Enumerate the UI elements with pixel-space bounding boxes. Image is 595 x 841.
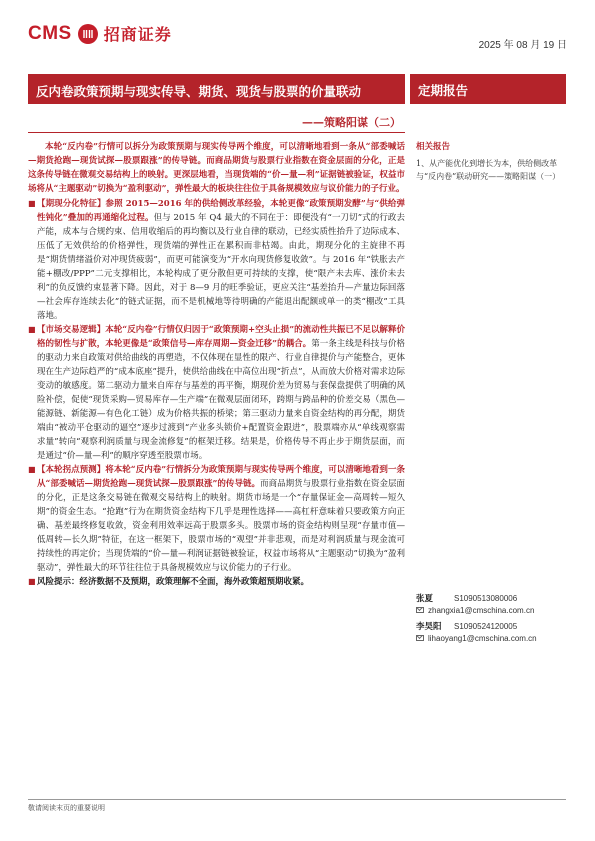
related-report-link[interactable]: 1、从产能优化到增长为本，供给侧改革与“反内卷”联动研究——策略阳谋（一） (416, 159, 561, 181)
bullet-lead: 【期现分化特征】参照 2015—2016 年的供给侧改革经验，本轮更像“政策预期发酵”与“供给弹性钝化”叠加的再通缩化过程。 (37, 199, 405, 223)
report-body (28, 140, 405, 745)
analyst-card (416, 620, 566, 644)
summary-paragraph: 本轮“反内卷”行情可以拆分为政策预期与现实传导两个维度，可以清晰地看到一条从“部委喊话—期货抢跑—现货试探—股票跟涨”的传导链。而商品期货与股票行业指数在资金层面的分化，正是这条传导链在微观交易结构上的映射。更深层地看，当现货端的“价—量—利”证据链被验证，权益市场将从“主题驱动”切换为“盈利驱动”，弹性最大的板块往往位于具备规模效应与议价能力的子行业。 (28, 142, 405, 194)
report-title: 反内卷政策预期与现实传导、期货、现货与股票的价量联动 (36, 84, 362, 99)
bullet-item (28, 463, 405, 575)
bullet-lead: 【市场交易逻辑】本轮“反内卷”行情仅归因于“政策预期+空头止损”的流动性共振已不足以解释价格的韧性与扩散，本轮更像是“政策信号—库存周期—资金迁移”的耦合。 (37, 325, 405, 349)
bullet-square-icon: ■ (28, 465, 36, 474)
bullet-square-icon: ■ (28, 199, 36, 208)
analyst-name: 李昊阳 (416, 622, 442, 632)
bullet-body: 第一条主线是科技与价格的驱动力来自政策对供给曲线的再塑造，不仅体现在显性的限产、行业自律提价与产能整合，更体现在生产边际趋严的“成本底座”提升，使供给曲线在中高位出现“折点”，从而放大价格对需求边际变动的敏感度。第二驱动力量来自库存与基差的再平衡，期现价差为贸易与套保盘提供了明确的风险补偿，促使“现货采购—贸易库存—生产端”在微观层面闭环，跨期与跨品种的价差交易（黑色—能源链、新能源—有色化工链）成为价格共振的桥梁；第三驱动力量来自资金结构的再分配，期货端由“被动平仓驱动的逼空”逐步过渡到“产业多头锁价+配置资金跟进”，股票端亦从“单线观察需求量”转向“观察利润质量与现金流修复”的框架迁移。结果是，价格传导不再止步于期货层面，而是通过“价—量—利”的顺序穿透至股票市场。 (37, 339, 405, 461)
bullet-item (28, 197, 405, 323)
related-reports-heading: 相关报告 (416, 142, 451, 152)
footer-disclaimer: 敬请阅读末页的重要说明 (28, 804, 105, 812)
bullet-square-icon: ■ (28, 325, 36, 334)
bullet-text (37, 197, 405, 323)
analyst-card (416, 592, 566, 616)
logo-chinese: 招商证券 (103, 25, 172, 44)
main-title-bar (28, 74, 405, 104)
report-date: 2025 年 08 月 19 日 (478, 40, 567, 51)
email-icon (416, 635, 424, 641)
report-type-label: 定期报告 (418, 83, 469, 98)
risk-text: 风险提示：经济数据不及预期，政策理解不全面，海外政策超预期收紧。 (37, 577, 310, 587)
analyst-license-id: S1090513080006 (454, 593, 518, 603)
logo-emblem-icon (78, 24, 98, 44)
bullet-text (37, 323, 405, 463)
footer-divider (28, 799, 566, 800)
bullet-item (28, 323, 405, 463)
bullet-square-icon: ■ (28, 577, 36, 586)
bullet-text (37, 463, 405, 575)
analyst-name: 张夏 (416, 594, 434, 604)
bullet-lead: 【本轮拐点预测】将本轮“反内卷”行情拆分为政策预期与现实传导两个维度，可以清晰地看到一条从“部委喊话—期货抢跑—现货试探—股票跟涨”的传导链。 (37, 465, 405, 489)
related-reports (416, 140, 566, 183)
logo-latin: CMS (28, 22, 72, 44)
report-subtitle: ——策略阳谋（二） (302, 116, 401, 129)
subtitle-divider (28, 132, 405, 133)
risk-warning (28, 575, 405, 589)
analyst-list (416, 592, 566, 648)
bullet-body: 但与 2015 年 Q4 最大的不同在于：即便没有“一刀切”式的行政去产能，成本与合规约束、信用收缩后的再均衡以及行业自律的联动，已经实质性抬升了边际成本、压低了无效供给的价格弹性，现货端的弹性正在累积而非枯竭。由此，期现分化的主旋律不再是“期货情绪溢价对冲现货疲弱”，而更可能演变为“开水向现货修复收敛”。与 2016 年“铁胀去产能+棚改/PPP”二元支撑相比，本轮构成了更分散但更可持续的支撑，使“限产未去库、涨价未去利”的负反馈约束显著下降。因此，对于 8—9 月的旺季验证，更应关注“基差抬升—产量边际回落—社会库存连续去化”的链式证据，而不是机械地等待明确的产能退出配额或单一的类“棚改”工具落地。 (37, 213, 405, 321)
analyst-email[interactable]: lihaoyang1@cmschina.com.cn (428, 633, 537, 643)
analyst-email[interactable]: zhangxia1@cmschina.com.cn (428, 605, 535, 615)
analyst-license-id: S1090524120005 (454, 621, 518, 631)
cms-logo (28, 22, 172, 45)
bullet-body: 而商品期货与股票行业指数在资金层面的分化，正是这条交易链在微观交易结构上的映射。期货市场是一个“存量保证金—高周转—短久期”的资金生态。“抢跑”行为在期货资金结构下几乎是理性选择——高杠杆意味着只要政策方向正确、基差最终修复收敛，资金利用效率远高于股票多头。股票市场的资金结构则呈现“存量市值—低周转—长久期”特征，在这一框架下，股票市场的“观望”并非悲观，而是对利润质量与现金流可持续性的再定价；当现货端的“价—量—利润证据链被验证，权益市场将从“主题驱动”切换为“盈利驱动”，弹性最大的环节往往位于具备规模效应与议价能力的子行业。 (37, 479, 405, 573)
report-header (0, 0, 595, 60)
report-type-bar (410, 74, 566, 104)
email-icon (416, 607, 424, 613)
